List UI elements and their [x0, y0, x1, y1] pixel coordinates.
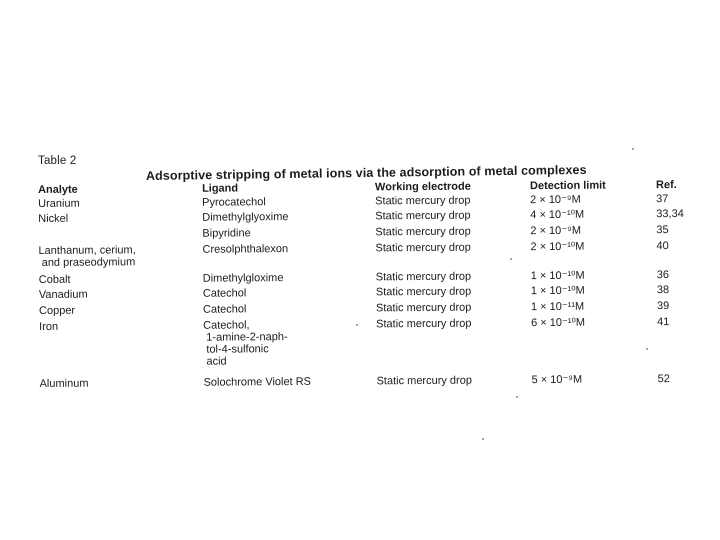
cell-analyte: Aluminum — [39, 377, 89, 390]
cell-ligand: Cresolphthalexon — [202, 243, 289, 256]
cell-electrode: Static mercury drop — [375, 285, 472, 299]
cell-detection-limit: 1 × 10⁻¹¹M — [530, 300, 585, 314]
cell-analyte: Uranium — [38, 197, 80, 210]
header-ligand: Ligand — [201, 182, 239, 195]
table-row — [38, 224, 698, 240]
cell-ref: 35 — [656, 224, 669, 237]
cell-ref: 37 — [656, 193, 669, 206]
cell-detection-limit: 6 × 10⁻¹⁰M — [531, 316, 586, 330]
table-row — [38, 284, 699, 301]
cell-ligand: Bipyridine — [202, 227, 251, 240]
cell-detection-limit: 1 × 10⁻¹⁰M — [530, 284, 585, 298]
cell-analyte: Lanthanum, cerium, and praseodymium — [38, 244, 136, 269]
cell-electrode: Static mercury drop — [375, 194, 471, 208]
cell-ligand: Catechol, 1-amine-2-naph- tol-4-sulfonic acid — [203, 319, 288, 368]
header-analyte: Analyte — [38, 183, 78, 196]
cell-detection-limit: 5 × 10⁻⁹M — [531, 373, 583, 387]
table-row — [39, 373, 700, 390]
cell-electrode: Static mercury drop — [375, 241, 471, 255]
cell-electrode: Static mercury drop — [376, 317, 472, 331]
cell-analyte: Cobalt — [38, 273, 71, 286]
cell-ref: 33,34 — [656, 207, 684, 221]
cell-ligand: Catechol — [202, 303, 247, 316]
scan-speck — [510, 258, 512, 260]
cell-analyte: Copper — [38, 304, 76, 317]
cell-electrode: Static mercury drop — [375, 209, 471, 223]
table-row — [39, 316, 699, 368]
cell-ligand: Pyrocatechol — [202, 196, 266, 209]
scan-speck — [482, 438, 484, 440]
header-detection-limit: Detection limit — [529, 179, 606, 193]
table-row — [38, 269, 699, 286]
cell-electrode: Static mercury drop — [375, 270, 472, 284]
header-ref: Ref. — [655, 178, 677, 192]
scan-speck — [516, 396, 518, 398]
cell-detection-limit: 1 × 10⁻¹⁰M — [530, 269, 585, 283]
table-label: Table 2 — [38, 155, 77, 167]
cell-ref: 41 — [657, 316, 670, 329]
cell-electrode: Static mercury drop — [375, 225, 471, 239]
table-row — [38, 240, 698, 269]
cell-detection-limit: 2 × 10⁻⁹M — [530, 193, 581, 207]
cell-ref: 40 — [656, 240, 669, 253]
header-working-electrode: Working electrode — [374, 180, 471, 194]
cell-ref: 39 — [656, 300, 670, 313]
cell-ligand: Dimethylgloxime — [202, 272, 284, 285]
cell-ligand: Solochrome Violet RS — [203, 375, 312, 389]
cell-ref: 38 — [656, 284, 670, 297]
table-row — [38, 300, 699, 317]
table-row — [38, 193, 698, 210]
table-title: Adsorptive stripping of metal ions via the adsorption of metal complexes — [145, 162, 587, 183]
cell-analyte: Iron — [39, 320, 59, 333]
cell-ref: 52 — [657, 373, 670, 386]
cell-analyte: Nickel — [38, 212, 69, 225]
cell-electrode: Static mercury drop — [375, 301, 472, 315]
scan-speck — [356, 324, 358, 326]
cell-analyte: Vanadium — [38, 288, 88, 301]
cell-ligand: Catechol — [202, 287, 247, 300]
cell-ref: 36 — [656, 269, 670, 282]
cell-ligand: Dimethylglyoxime — [202, 211, 289, 224]
table-row — [38, 207, 698, 225]
scan-speck — [646, 348, 648, 350]
cell-detection-limit: 2 × 10⁻⁹M — [530, 224, 582, 238]
cell-electrode: Static mercury drop — [376, 374, 472, 388]
cell-detection-limit: 2 × 10⁻¹⁰M — [530, 240, 585, 254]
scan-speck — [632, 148, 634, 150]
cell-detection-limit: 4 × 10⁻¹⁰M — [530, 208, 585, 222]
